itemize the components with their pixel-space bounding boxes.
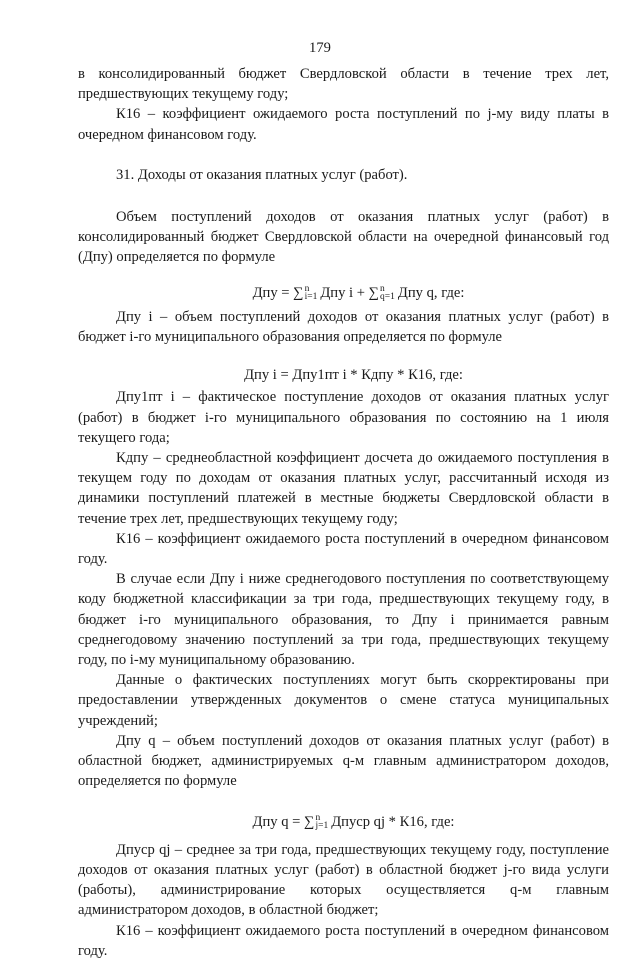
sum-symbol: ∑	[304, 813, 315, 830]
paragraph-corrections: Данные о фактических поступлениях могут быть скорректированы при предоставлении утвержденных документов о смене статуса муниципальных учреждений;	[78, 672, 609, 729]
paragraph-lower-average-rule: В случае если Дпу i ниже среднегодового поступления по соответствующему коду бюджетной классификации за три года, предшествующих текущему году, в бюджет i-го муниципального образования, то Дпу i принимается равным среднегодовому значению поступлений за три года, предшествующих текущему году, по i-му муниципальному образованию.	[78, 571, 609, 669]
sum-symbol: ∑	[293, 284, 304, 301]
sum-limits	[315, 814, 328, 830]
paragraph-k16-definition: К16 – коэффициент ожидаемого роста поступлений в очередном финансовом году.	[78, 922, 609, 959]
sum-limits	[380, 285, 395, 301]
paragraph-dpu-q-definition: Дпу q – объем поступлений доходов от оказания платных услуг (работ) в областной бюджет, администрируемых q-м главным администратором доходов, определяется по формуле	[78, 732, 609, 790]
sum-lower: i=1	[304, 292, 318, 303]
paragraph-kdpu-definition: Кдпу – среднеобластной коэффициент досчета до ожидаемого поступления в текущем году по доходам от оказания платных услуг, рассчитанный исходя из динамики поступлений платежей в местные бюджеты Свердловской области в течение трех лет, предшествующих текущему году;	[78, 450, 609, 527]
sum-symbol: ∑	[368, 284, 380, 301]
paragraph-k16-definition: К16 – коэффициент ожидаемого роста поступлений в очередном финансовом году.	[78, 530, 609, 568]
formula-term: Дпу q, где:	[397, 284, 465, 301]
formula-term: Дпу i +	[320, 284, 369, 301]
paragraph-dpusr-definition: Дпуср qj – среднее за три года, предшествующих текущему году, поступление доходов от оказания платных услуг (работ) в областной бюджет j-го вида услуги (работы), администрирование которых осуществляется q-м главным администратором доходов, в областной бюджет;	[78, 841, 609, 919]
section-heading: 31. Доходы от оказания платных услуг (работ).	[116, 166, 408, 183]
paragraph-dpu-i-definition: Дпу i – объем поступлений доходов от оказания платных услуг (работ) в бюджет i-го муниципального образования определяется по формуле	[78, 308, 609, 346]
formula-lhs: Дпу =	[252, 284, 294, 301]
paragraph-volume-definition: Объем поступлений доходов от оказания платных услуг (работ) в консолидированный бюджет Свердловской области на очередной финансовый год (Дпу) определяется по формуле	[78, 209, 609, 266]
formula-lhs: Дпу q =	[252, 813, 305, 830]
formula-term: Дпуср qj * К16, где:	[331, 813, 455, 830]
formula-total	[78, 283, 609, 303]
paragraph-continuation: в консолидированный бюджет Свердловской области в течение трех лет, предшествующих текущему году;	[78, 66, 609, 103]
formula-regional	[78, 812, 609, 832]
sum-upper: n	[304, 284, 310, 295]
document-body	[78, 64, 609, 961]
sum-upper: n	[315, 813, 321, 824]
formula-municipal: Дпу i = Дпу1пт i * Кдпу * К16, где:	[244, 367, 463, 384]
paragraph-k16-definition: К16 – коэффициент ожидаемого роста поступлений по j-му виду платы в очередном финансовом году.	[78, 106, 609, 143]
sum-limits	[305, 285, 318, 301]
sum-lower: q=1	[380, 292, 395, 303]
sum-lower: j=1	[315, 821, 329, 832]
page-number: 179	[309, 40, 331, 56]
sum-upper: n	[380, 284, 385, 295]
paragraph-dpu1pt-definition: Дпу1пт i – фактическое поступление доходов от оказания платных услуг (работ) в бюджет i-го муниципального образования по состоянию на 1 июля текущего года;	[78, 389, 609, 446]
